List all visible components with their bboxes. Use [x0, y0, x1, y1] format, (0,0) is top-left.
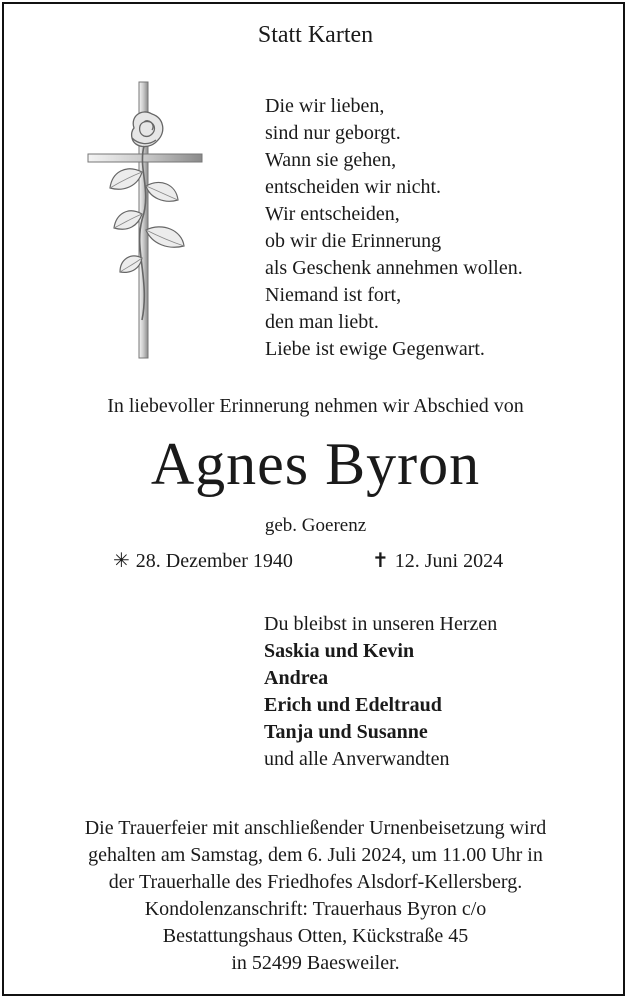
poem-line: als Geschenk annehmen wollen.	[265, 257, 523, 279]
service-line: Bestattungshaus Otten, Kückstraße 45	[162, 925, 469, 947]
family-block	[264, 611, 497, 773]
service-line: der Trauerhalle des Friedhofes Alsdorf-Kellersberg.	[108, 871, 523, 893]
poem-line: Liebe ist ewige Gegenwart.	[265, 338, 485, 360]
service-line: in 52499 Baesweiler.	[231, 952, 400, 974]
service-line: Kondolenzanschrift: Trauerhaus Byron c/o	[144, 898, 487, 920]
farewell-intro: In liebevoller Erinnerung nehmen wir Abschied von	[107, 395, 524, 417]
poem	[265, 93, 523, 363]
family-name: Andrea	[264, 667, 329, 689]
deceased-name: Agnes Byron	[150, 431, 481, 497]
poem-line: ob wir die Erinnerung	[265, 230, 442, 252]
family-closing: und alle Anverwandten	[264, 748, 450, 770]
birth-date: 28. Dezember 1940	[135, 550, 293, 572]
service-line: gehalten am Samstag, dem 6. Juli 2024, um 11.00 Uhr in	[88, 844, 543, 866]
service-info	[0, 815, 631, 977]
poem-line: entscheiden wir nicht.	[265, 176, 442, 198]
death-date-line	[372, 548, 503, 573]
birth-date-line	[113, 548, 293, 573]
cross-with-rose-icon	[86, 80, 206, 360]
service-line: Die Trauerfeier mit anschließender Urnenbeisetzung wird	[84, 817, 547, 839]
family-name: Saskia und Kevin	[264, 640, 415, 662]
poem-line: Wir entscheiden,	[265, 203, 400, 225]
poem-line: Die wir lieben,	[265, 95, 385, 117]
birth-star-icon: ✳	[113, 550, 130, 572]
death-date: 12. Juni 2024	[394, 550, 504, 572]
poem-line: den man liebt.	[265, 311, 379, 333]
family-name: Erich und Edeltraud	[264, 694, 442, 716]
family-name: Tanja und Susanne	[264, 721, 428, 743]
family-opening: Du bleibst in unseren Herzen	[264, 613, 498, 635]
poem-line: Niemand ist fort,	[265, 284, 402, 306]
death-cross-icon: ✝	[372, 550, 389, 572]
poem-line: Wann sie gehen,	[265, 149, 397, 171]
header-title: Statt Karten	[257, 22, 374, 48]
poem-line: sind nur geborgt.	[265, 122, 401, 144]
maiden-name: geb. Goerenz	[264, 515, 367, 536]
